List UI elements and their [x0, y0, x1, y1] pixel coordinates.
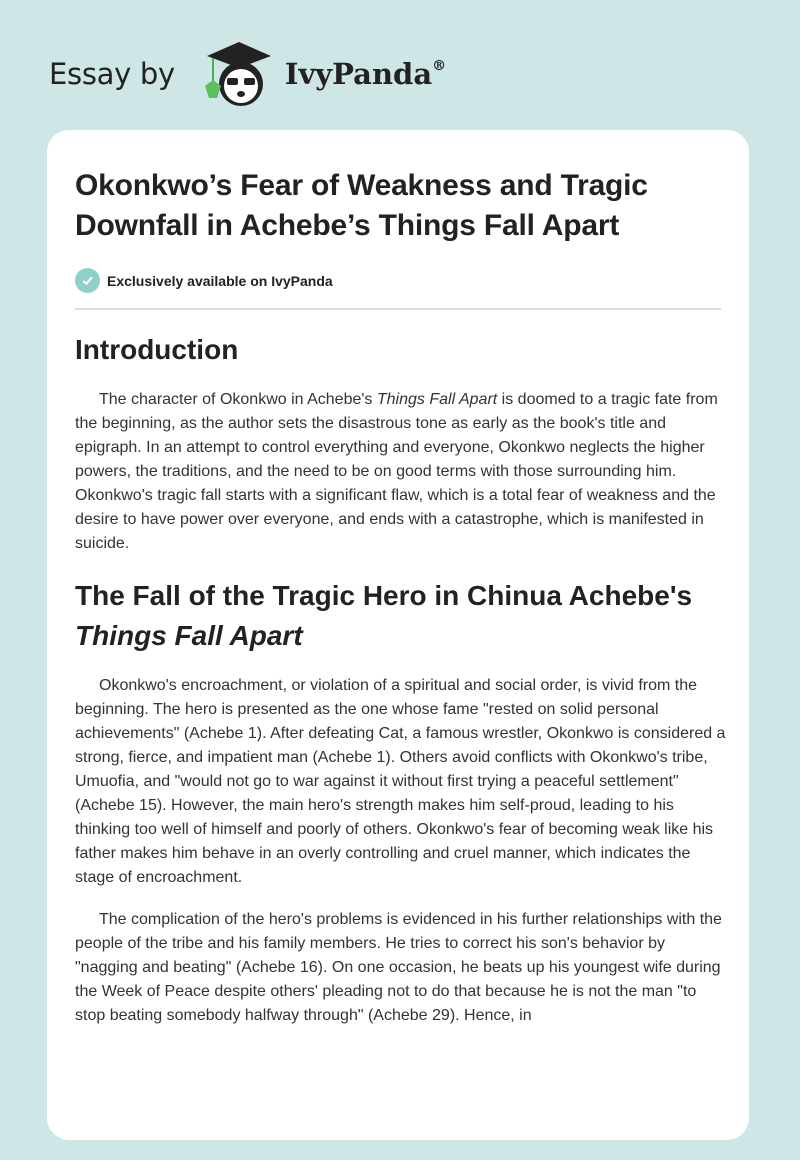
section-heading: Introduction	[75, 334, 239, 365]
paragraph: The complication of the hero's problems is evidenced in his further relationships with the people of the tribe and his family members. He tries to correct his son's behavior by "nagging and beating" (Achebe 16). On one occasion, he beats up his youngest wife during the Week of Peace despite others' pleading not to do that because he is not the man "to stop beating somebody halfway through" (Achebe 29). Hence, in	[75, 911, 722, 1024]
brand-name: IvyPanda®	[284, 57, 447, 91]
paragraph: Okonkwo's encroachment, or violation of a spiritual and social order, is vivid from the beginning. The hero is presented as the one whose fame "rested on solid personal achievements" (Achebe 1). After defeating Cat, a famous wrestler, Okonkwo is considered a strong, fierce, and impatient man (Achebe 1). Others avoid conflicts with Okonkwo's tribe, Umuofia, and "would not go to war against it without first trying a peaceful settlement" (Achebe 15). However, the main hero's strength makes him self-proud, leading to his thinking too well of himself and poorly of others. Okonkwo's fear of becoming weak like his father makes him behave in an overly controlling and cruel manner, which indicates the stage of encroachment.	[75, 677, 726, 886]
essay-by-label: Essay by	[49, 57, 175, 91]
essay-card	[47, 130, 749, 1140]
exclusive-badge	[75, 268, 721, 310]
badge-text: Exclusively available on IvyPanda	[107, 272, 333, 289]
section-heading: The Fall of the Tragic Hero in Chinua Achebe's Things Fall Apart	[75, 580, 693, 651]
check-icon	[75, 268, 100, 293]
ivypanda-logo-icon[interactable]	[197, 34, 277, 114]
paragraph: The character of Okonkwo in Achebe's Things Fall Apart is doomed to a tragic fate from the beginning, as the author sets the disastrous tone as early as the book's title and epigraph. In an attempt to control everything and everyone, Okonkwo neglects the higher powers, the traditions, and the need to be on good terms with those surrounding him. Okonkwo's tragic fall starts with a significant flaw, which is a total fear of weakness and the desire to have power over everyone, and ends with a catastrophe, which is manifested in suicide.	[75, 391, 718, 552]
essay-title: Okonkwo’s Fear of Weakness and Tragic Downfall in Achebe’s Things Fall Apart	[75, 169, 648, 242]
site-header	[49, 34, 446, 114]
